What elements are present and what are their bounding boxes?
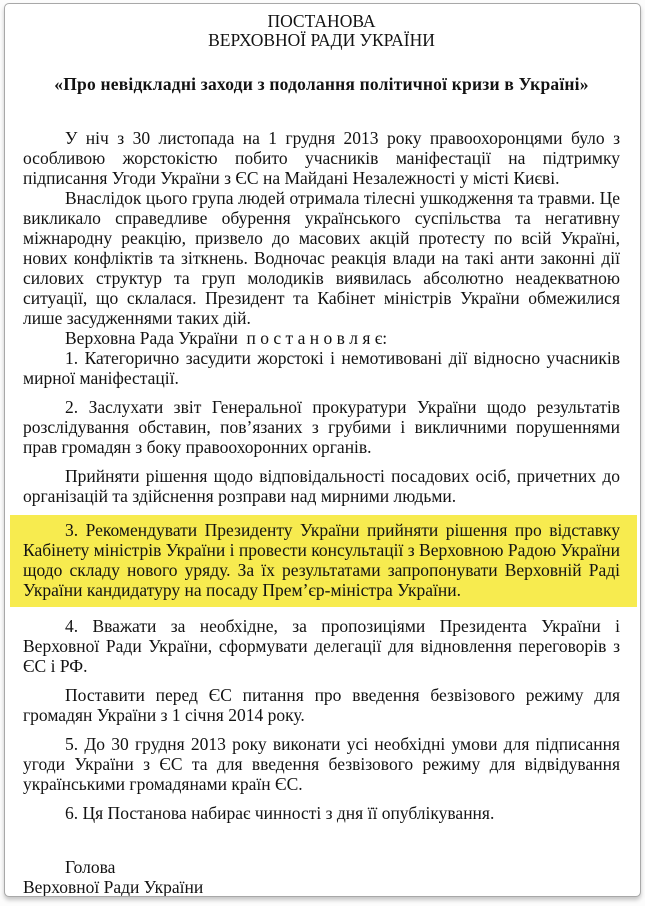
preamble-paragraph-1: У ніч з 30 листопада на 1 грудня 2013 року правоохоронцями було з особливою жорстокістю побито учасників маніфестації на підтримку підписання Угоди України з ЄС на Майдані Незалежності у місті Києві. (23, 128, 620, 188)
document-body (23, 128, 620, 823)
signature-position-line1: Голова (65, 857, 116, 877)
issuing-authority: ВЕРХОВНОЇ РАДИ УКРАЇНИ (208, 30, 435, 50)
document-page (4, 3, 641, 897)
resolution-item-1: 1. Категорично засудити жорстокі і немотивовані дії відносно учасників мирної маніфестації. (23, 348, 620, 388)
resolution-type: ПОСТАНОВА (267, 11, 376, 31)
signature-block (23, 857, 620, 897)
signature-position-line2: Верховної Ради України (23, 877, 204, 897)
resolution-item-3-highlighted: 3. Рекомендувати Президенту України прийняти рішення про відставку Кабінету міністрів України і провести консультації з Верховною Радою України щодо складу нового уряду. За їх результатами запропонувати Верховній Раді України кандидатуру на посаду Прем’єр-міністра України. (10, 515, 637, 607)
document-header (23, 12, 620, 50)
preamble-paragraph-2: Внаслідок цього група людей отримала тілесні ушкодження та травми. Це викликало справедливе обурення українського суспільства та негативну міжнародну реакцію, призвело до масових акцій протесту по всій Україні, нових конфліктів та зіткнень. Водночас реакція влади на такі анти законні дії силових структур та груп молодиків виявилась абсолютно неадекватною ситуації, що склалася. Президент та Кабінет міністрів України обмежилися лише засудженнями таких дій. (23, 188, 620, 328)
resolution-item-2-continuation: Прийняти рішення щодо відповідальності посадових осіб, причетних до організацій та здійснення розправи над мирними людьми. (23, 466, 620, 506)
resolution-item-5: 5. До 30 грудня 2013 року виконати усі необхідні умови для підписання угоди України з ЄС та для введення безвізового режиму для відвідування українськими громадянами країн ЄС. (23, 734, 620, 794)
document-title: «Про невідкладні заходи з подолання політичної кризи в Україні» (54, 74, 589, 94)
resolution-item-4: 4. Вважати за необхідне, за пропозиціями Президента України і Верховної Ради України, сформувати делегації для відновлення переговорів з ЄС і РФ. (23, 616, 620, 676)
document-content (5, 4, 640, 897)
resolution-item-4-continuation: Поставити перед ЄС питання про введення безвізового режиму для громадян України з 1 січня 2014 року. (23, 685, 620, 725)
resolution-item-6: 6. Ця Постанова набирає чинності з дня її опублікування. (65, 803, 495, 823)
enacting-clause: Верховна Рада України п о с т а н о в л я є: (65, 328, 388, 348)
resolution-item-2: 2. Заслухати звіт Генеральної прокуратури України щодо результатів розслідування обставин, пов’язаних з грубими і викличними порушеннями прав громадян з боку правоохоронних органів. (23, 397, 620, 457)
